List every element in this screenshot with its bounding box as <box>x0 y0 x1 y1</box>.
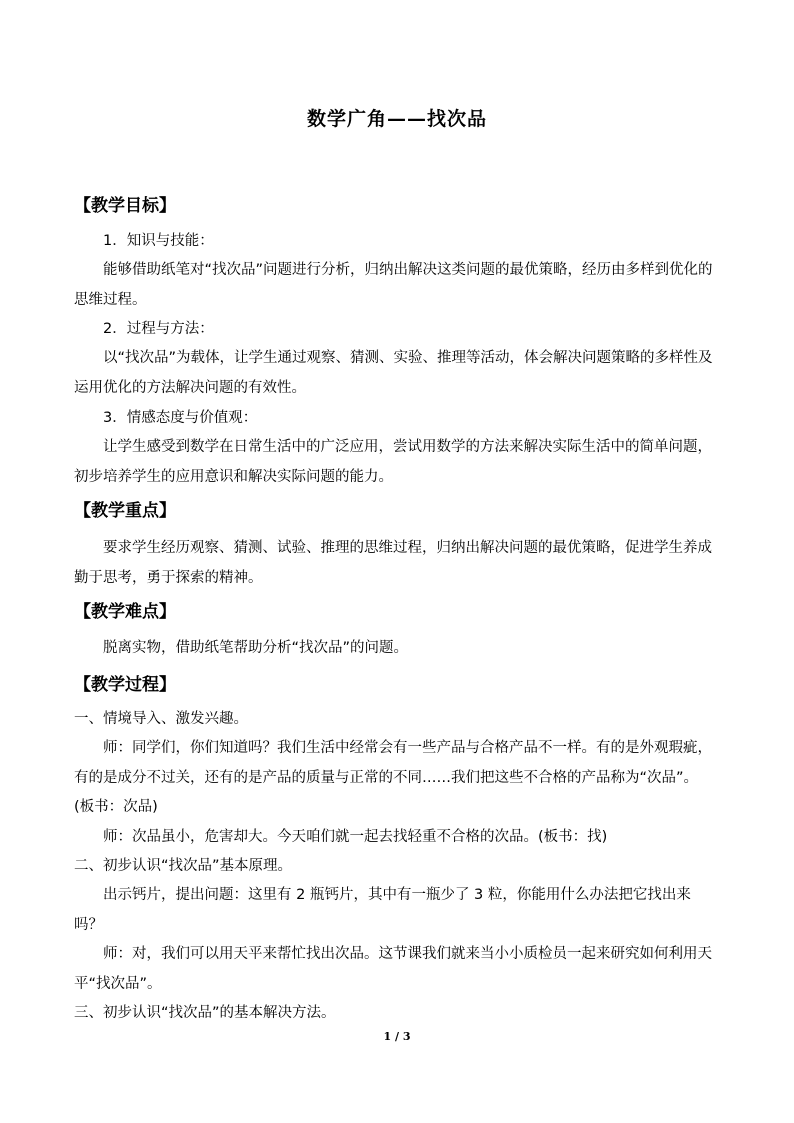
page-number: 1 / 3 <box>383 1030 411 1043</box>
document-title: 数学广角——找次品 <box>306 108 487 130</box>
goals-item2-text: 以“找次品”为载体，让学生通过观察、猜测、实验、推理等活动，体会解决问题策略的多样性及运用优化的方法解决问题的有效性。 <box>74 350 713 396</box>
goals-item2-label: 2．过程与方法： <box>103 321 214 337</box>
process-step2-paragraph1: 出示钙片，提出问题：这里有 2 瓶钙片，其中有一瓶少了 3 粒，你能用什么办法把它找出来吗？ <box>74 887 691 933</box>
goals-item3-text: 让学生感受到数学在日常生活中的广泛应用，尝试用数学的方法来解决实际生活中的简单问题，初步培养学生的应用意识和解决实际问题的能力。 <box>74 439 712 485</box>
process-step2-title: 二、初步认识“找次品”基本原理。 <box>74 858 293 874</box>
difficulties-heading: 【教学难点】 <box>74 602 176 622</box>
goals-item1-label: 1．知识与技能： <box>103 233 214 249</box>
process-step2-paragraph2: 师：对，我们可以用天平来帮忙找出次品。这节课我们就来当小小质检员一起来研究如何利用天平“找次品”。 <box>74 946 712 992</box>
key-points-text: 要求学生经历观察、猜测、试验、推理的思维过程，归纳出解决问题的最优策略，促进学生养成勤于思考，勇于探索的精神。 <box>74 540 712 586</box>
goals-heading: 【教学目标】 <box>74 196 176 216</box>
goals-item3-label: 3．情感态度与价值观： <box>103 410 258 426</box>
goals-item1-text: 能够借助纸笔对“找次品”问题进行分析，归纳出解决这类问题的最优策略，经历由多样到优化的思维过程。 <box>74 262 713 308</box>
process-step3-title: 三、初步认识“找次品”的基本解决方法。 <box>74 1005 336 1021</box>
process-step1-title: 一、情境导入、激发兴趣。 <box>74 711 248 727</box>
process-step1-paragraph1: 师：同学们，你们知道吗？我们生活中经常会有一些产品与合格产品不一样。有的是外观瑕疵，有的是成分不过关，还有的是产品的质量与正常的不同……我们把这些不合格的产品称为“次品”。(板书：次品) <box>74 740 712 815</box>
difficulties-text: 脱离实物，借助纸笔帮助分析“找次品”的问题。 <box>103 640 409 656</box>
process-heading: 【教学过程】 <box>74 675 176 695</box>
process-step1-paragraph2: 师：次品虽小，危害却大。今天咱们就一起去找轻重不合格的次品。(板书：找) <box>103 829 608 845</box>
key-points-heading: 【教学重点】 <box>74 501 176 521</box>
